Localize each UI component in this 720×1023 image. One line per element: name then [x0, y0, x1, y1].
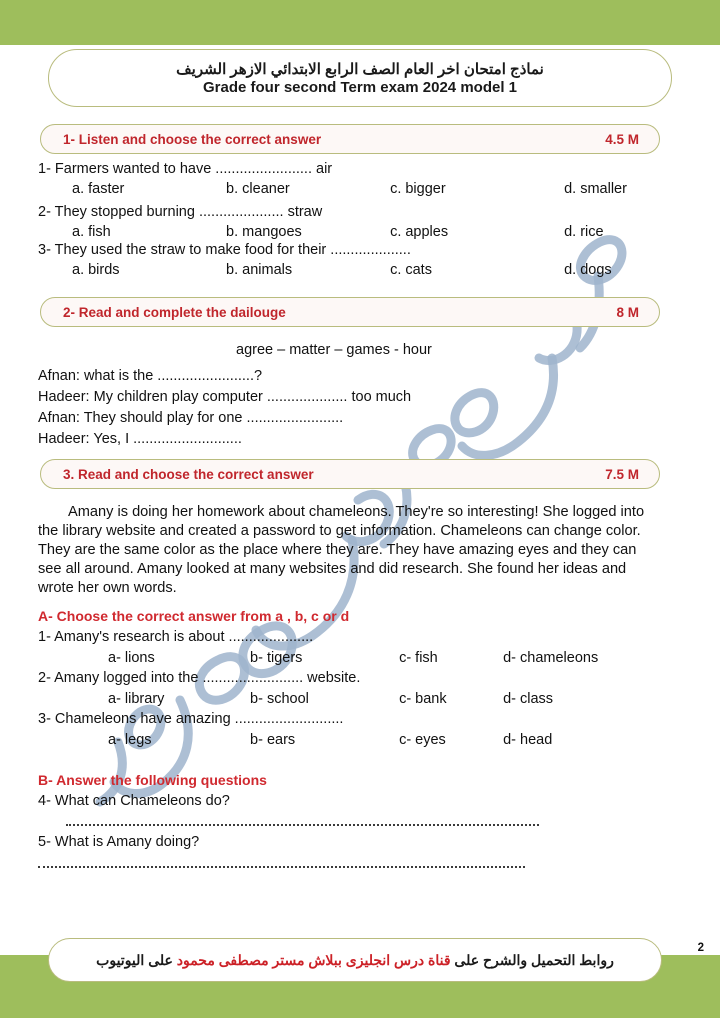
s2-dialogue-line-3: Afnan: They should play for one ........................: [38, 410, 344, 426]
s3-q4-stem: 4- What can Chameleons do?: [38, 793, 230, 809]
s3-q5-stem: 5- What is Amany doing?: [38, 834, 200, 850]
section-1-marks: 4.5 M: [605, 131, 639, 147]
s3-q5-answer-line[interactable]: [38, 866, 525, 868]
section-3-marks: 7.5 M: [605, 466, 639, 482]
s3-q2-opt-d[interactable]: d- class: [503, 691, 554, 707]
section-1-title: 1- Listen and choose the correct answer: [63, 131, 322, 147]
footer-text-end: على اليوتيوب: [96, 951, 177, 968]
s1-q2-opt-b[interactable]: b. mangoes: [226, 224, 302, 240]
section-3-header: [40, 459, 660, 489]
s1-q2-stem: 2- They stopped burning ..................... straw: [38, 204, 323, 220]
s1-q3-opt-d[interactable]: d. dogs: [564, 262, 612, 278]
s3-q3-opt-a[interactable]: a- legs: [108, 732, 152, 748]
s1-q3-opt-a[interactable]: a. birds: [72, 262, 120, 278]
s2-dialogue-line-4: Hadeer: Yes, I ...........................: [38, 431, 242, 447]
s2-word-bank: agree – matter – games - hour: [236, 342, 432, 358]
section-2-marks: 8 M: [616, 304, 639, 320]
s3-q1-opt-a[interactable]: a- lions: [108, 650, 155, 666]
part-b-heading: B- Answer the following questions: [38, 772, 267, 788]
s3-q4-answer-line[interactable]: [66, 824, 539, 826]
s1-q3-opt-c[interactable]: c. cats: [390, 262, 432, 278]
page-number: 2: [697, 942, 704, 954]
s3-q1-stem: 1- Amany's research is about .....................: [38, 629, 314, 645]
s3-q2-stem: 2- Amany logged into the ......................... website.: [38, 670, 361, 686]
section-3-title: 3. Read and choose the correct answer: [63, 466, 314, 482]
s1-q1-opt-d[interactable]: d. smaller: [564, 181, 627, 197]
exam-title-english: Grade four second Term exam 2024 model 1: [202, 79, 517, 96]
section-2-header: [40, 297, 660, 327]
section-2-title: 2- Read and complete the dailouge: [63, 304, 286, 320]
s1-q2-opt-c[interactable]: c. apples: [390, 224, 449, 240]
s1-q3-opt-b[interactable]: b. animals: [226, 262, 293, 278]
s3-q3-opt-d[interactable]: d- head: [503, 732, 553, 748]
s1-q2-opt-a[interactable]: a. fish: [72, 224, 111, 240]
s2-dialogue-line-1: Afnan: what is the ........................?: [38, 368, 263, 384]
s3-q2-opt-a[interactable]: a- library: [108, 691, 165, 707]
s1-q2-opt-d[interactable]: d. rice: [564, 224, 604, 240]
reading-passage-text: Amany is doing her homework about chameleons. They're so interesting! She logged into the library website and created a password to get information. Chameleons can change color. They are the same color as the place where they are. They have amazing eyes and they can see all around. Amany looked at many websites and did research. She found her ideas and wrote her own words.: [38, 504, 645, 597]
section-1-header: [40, 124, 660, 154]
s3-q1-opt-d[interactable]: d- chameleons: [503, 650, 599, 666]
s3-q2-opt-c[interactable]: c- bank: [399, 691, 447, 707]
s3-q3-opt-c[interactable]: c- eyes: [399, 732, 446, 748]
footer-text-highlight: قناة درس انجليزى ببلاش مستر مصطفى محمود: [176, 951, 451, 968]
s3-q3-stem: 3- Chameleons have amazing ...........................: [38, 711, 344, 727]
s1-q1-opt-b[interactable]: b. cleaner: [226, 181, 290, 197]
s3-q3-opt-b[interactable]: b- ears: [250, 732, 296, 748]
s3-q2-opt-b[interactable]: b- school: [250, 691, 309, 707]
reading-passage: [38, 503, 660, 599]
part-a-heading: A- Choose the correct answer from a , b, c or d: [38, 608, 350, 624]
s1-q1-opt-c[interactable]: c. bigger: [390, 181, 446, 197]
s1-q1-opt-a[interactable]: a. faster: [72, 181, 125, 197]
footer-text-start: روابط التحميل والشرح على: [450, 951, 614, 968]
s3-q1-opt-c[interactable]: c- fish: [399, 650, 438, 666]
s2-dialogue-line-2: Hadeer: My children play computer .................... too much: [38, 389, 412, 405]
s1-q1-stem: 1- Farmers wanted to have ........................ air: [38, 161, 333, 177]
s3-q1-opt-b[interactable]: b- tigers: [250, 650, 303, 666]
s1-q3-stem: 3- They used the straw to make food for their ....................: [38, 242, 411, 258]
exam-title-arabic: نماذج امتحان اخر العام الصف الرابع الابتدائي الازهر الشريف: [176, 61, 544, 78]
